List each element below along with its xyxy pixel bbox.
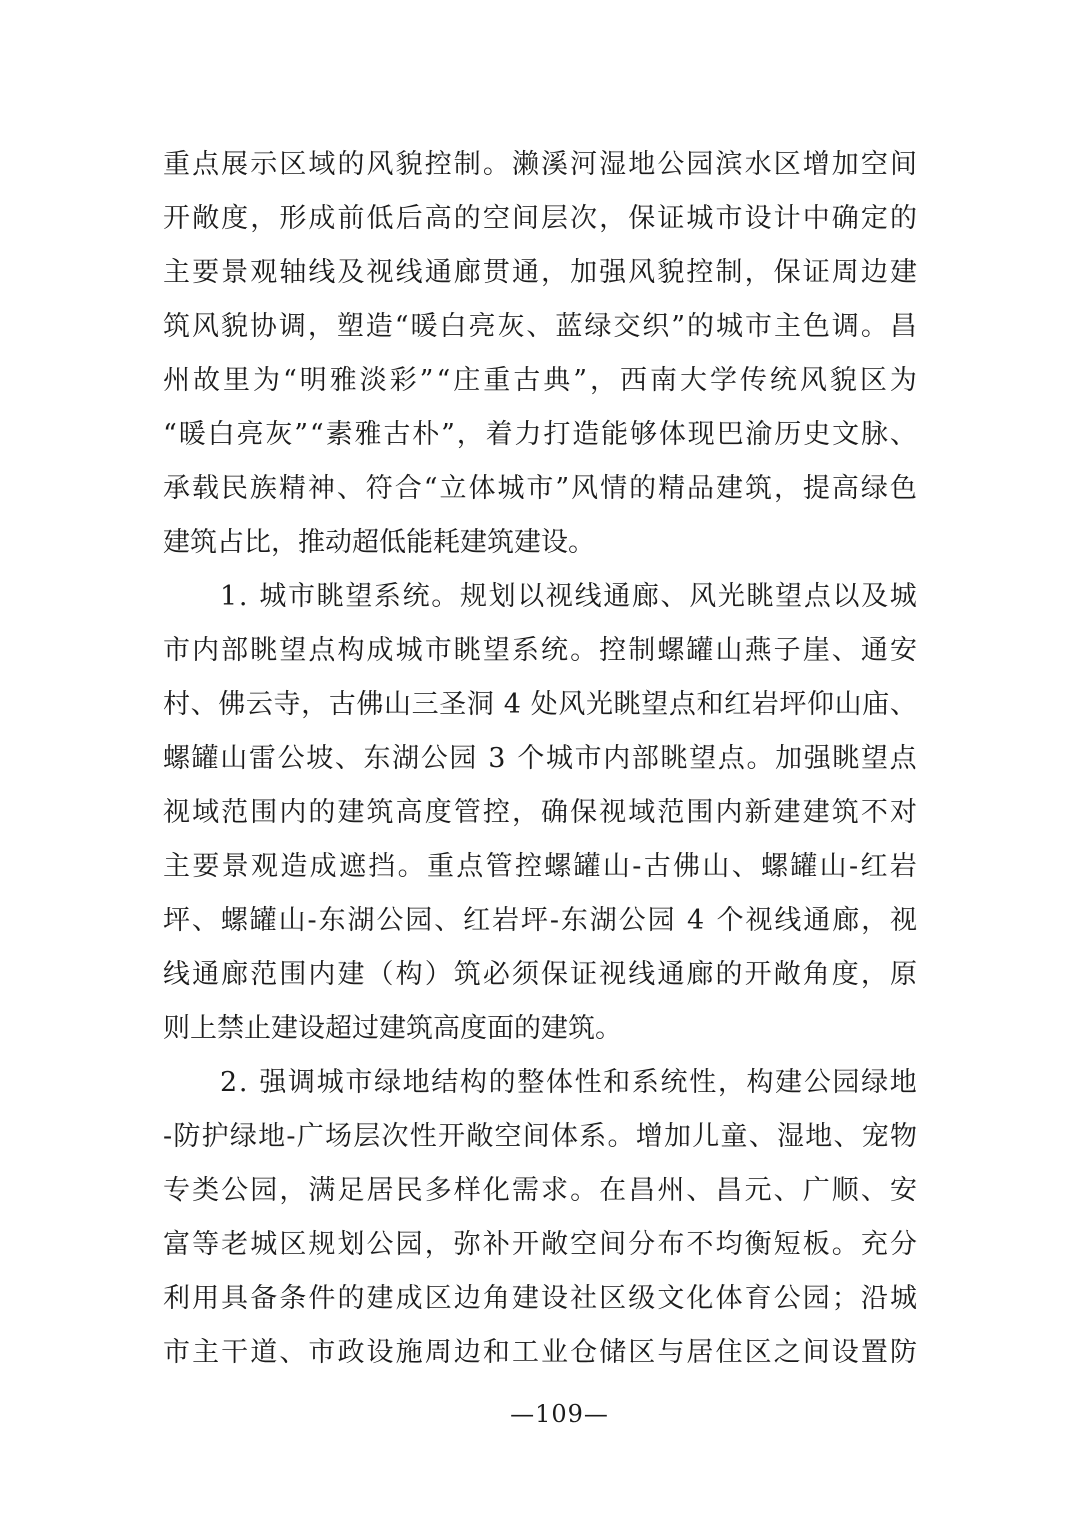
text-line: 则上禁止建设超过建筑高度面的建筑。	[163, 1013, 622, 1044]
text-line: 1 . 城 市 眺 望 系 统 。 规 划 以 视 线 通 廊 、 风 光 眺 望 点 以 及 城	[220, 581, 917, 612]
text-line: 线 通 廊 范 围 内 建 （ 构 ） 筑 必 须 保 证 视 线 通 廊 的 开 敞 角 度 ， 原	[163, 959, 917, 990]
text-line: 村 、 佛 云 寺 ， 古 佛 山 三 圣 洞 4 处 风 光 眺 望 点 和 红 岩 坪 仰 山 庙 、	[163, 689, 917, 720]
text-line: 市 内 部 眺 望 点 构 成 城 市 眺 望 系 统 。 控 制 螺 罐 山 燕 子 崖 、 通 安	[163, 635, 917, 666]
text-line: 富 等 老 城 区 规 划 公 园 ， 弥 补 开 敞 空 间 分 布 不 均 衡 短 板 。 充 分	[163, 1229, 917, 1260]
text-line: 坪 、 螺 罐 山 - 东 湖 公 园 、 红 岩 坪 - 东 湖 公 园 4 个 视 线 通 廊 ， 视	[163, 905, 917, 936]
text-line: - 防 护 绿 地 - 广 场 层 次 性 开 敞 空 间 体 系 。 增 加 儿 童 、 湿 地 、 宠 物	[163, 1121, 917, 1152]
text-line: 州 故 里 为 “ 明 雅 淡 彩 ” “ 庄 重 古 典 ” ， 西 南 大 学 传 统 风 貌 区 为	[163, 365, 917, 396]
text-line: 2 . 强 调 城 市 绿 地 结 构 的 整 体 性 和 系 统 性 ， 构 建 公 园 绿 地	[220, 1067, 917, 1098]
text-line: 利 用 具 备 条 件 的 建 成 区 边 角 建 设 社 区 级 文 化 体 育 公 园 ； 沿 城	[163, 1283, 917, 1314]
text-line: 专 类 公 园 ， 满 足 居 民 多 样 化 需 求 。 在 昌 州 、 昌 元 、 广 顺 、 安	[163, 1175, 917, 1206]
text-line: 螺 罐 山 雷 公 坡 、 东 湖 公 园 3 个 城 市 内 部 眺 望 点 。 加 强 眺 望 点	[163, 743, 917, 774]
document-text	[163, 138, 917, 1380]
text-line: 建筑占比，推动超低能耗建筑建设。	[163, 527, 595, 558]
text-line: 筑 风 貌 协 调 ， 塑 造 “ 暖 白 亮 灰 、 蓝 绿 交 织 ” 的 城 市 主 色 调 。 昌	[163, 311, 917, 342]
text-line: 重 点 展 示 区 域 的 风 貌 控 制 。 濑 溪 河 湿 地 公 园 滨 水 区 增 加 空 间	[163, 149, 917, 180]
text-line: 开 敞 度 ， 形 成 前 低 后 高 的 空 间 层 次 ， 保 证 城 市 设 计 中 确 定 的	[163, 203, 917, 234]
page-number: —109—	[510, 1400, 609, 1428]
text-line: 市 主 干 道 、 市 政 设 施 周 边 和 工 业 仓 储 区 与 居 住 区 之 间 设 置 防	[163, 1337, 917, 1368]
text-line: 承 载 民 族 精 神 、 符 合 “ 立 体 城 市 ” 风 情 的 精 品 建 筑 ， 提 高 绿 色	[163, 473, 917, 504]
text-line: 主 要 景 观 轴 线 及 视 线 通 廊 贯 通 ， 加 强 风 貌 控 制 ， 保 证 周 边 建	[163, 257, 917, 288]
text-line: “ 暖 白 亮 灰 ” “ 素 雅 古 朴 ” ， 着 力 打 造 能 够 体 现 巴 渝 历 史 文 脉 、	[163, 419, 917, 450]
text-line: 主 要 景 观 造 成 遮 挡 。 重 点 管 控 螺 罐 山 - 古 佛 山 、 螺 罐 山 - 红 岩	[163, 851, 917, 882]
text-line: 视 域 范 围 内 的 建 筑 高 度 管 控 ， 确 保 视 域 范 围 内 新 建 建 筑 不 对	[163, 797, 917, 828]
